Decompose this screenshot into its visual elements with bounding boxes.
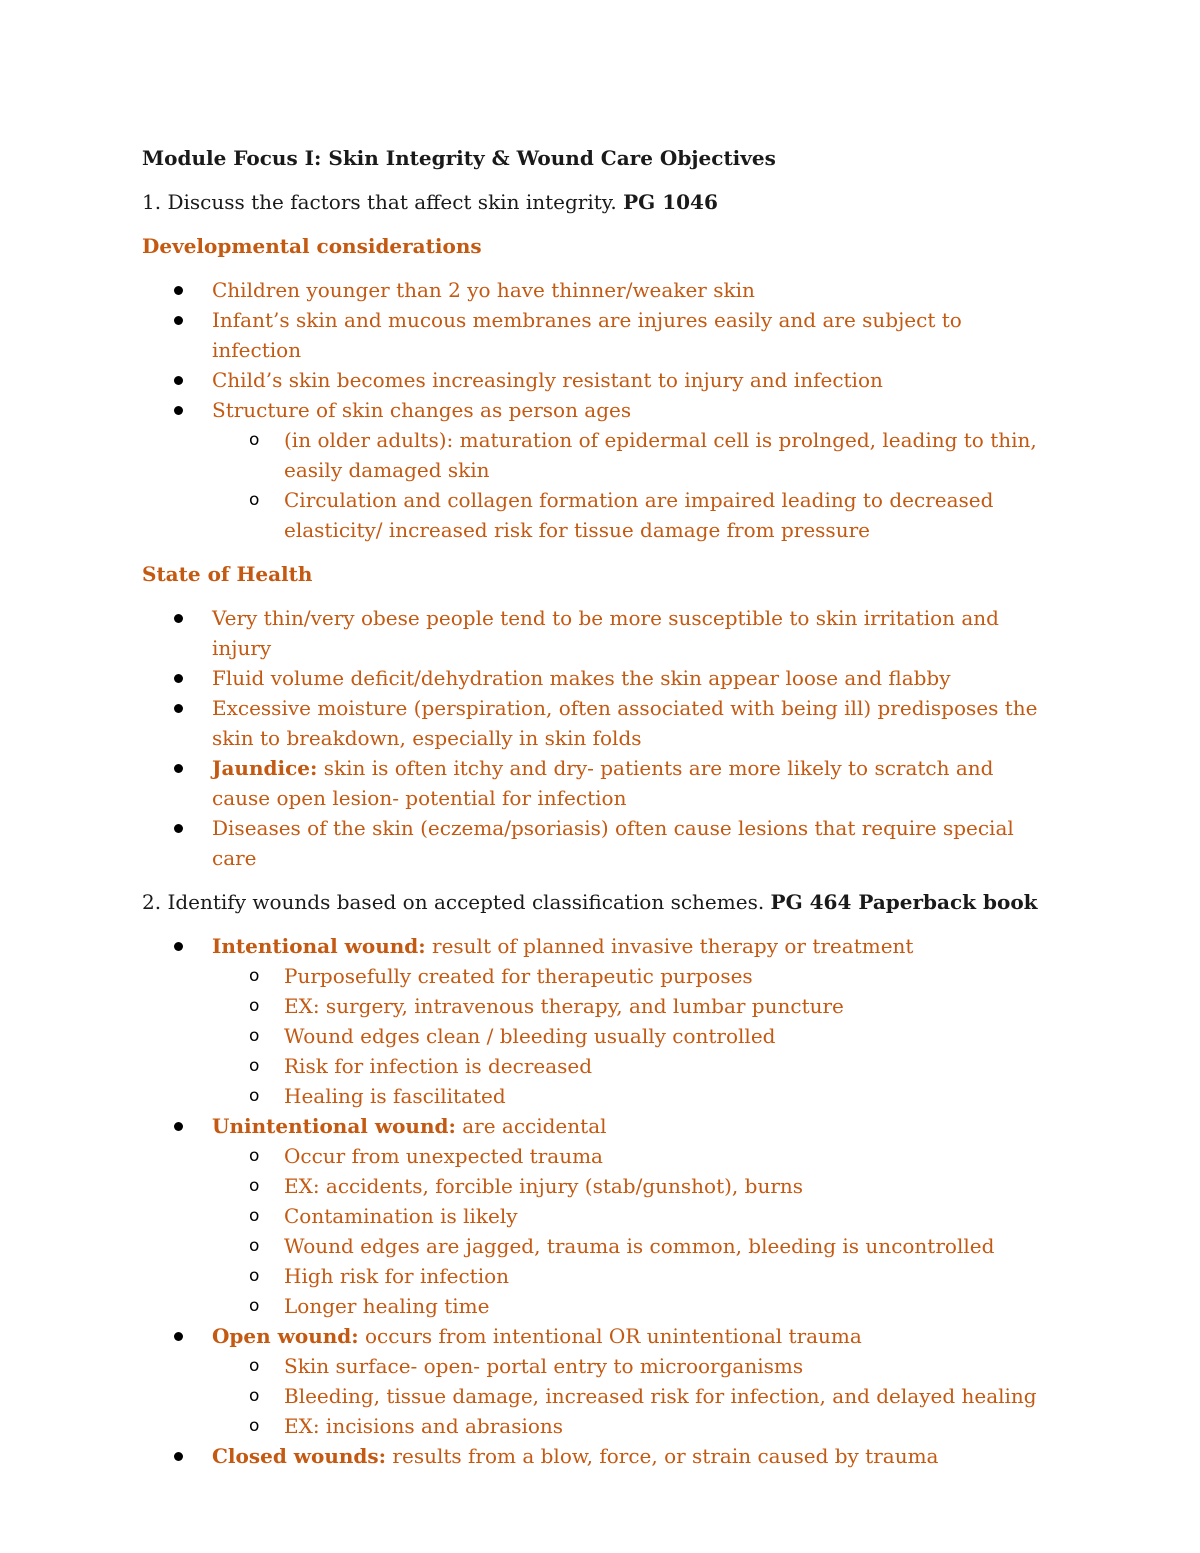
developmental-list bbox=[142, 275, 1050, 545]
sub-list-item bbox=[212, 1051, 1050, 1081]
list-item bbox=[142, 275, 1050, 305]
sub-list-item-text: Contamination is likely bbox=[284, 1204, 518, 1228]
list-item-text: Children younger than 2 yo have thinner/weaker skin bbox=[212, 278, 755, 302]
circle-bullet-icon: o bbox=[249, 430, 260, 450]
sub-list-item-text: Wound edges clean / bleeding usually controlled bbox=[284, 1024, 776, 1048]
objective-2-ref: PG 464 Paperback book bbox=[770, 890, 1038, 914]
objective-2-text: 2. Identify wounds based on accepted classification schemes. bbox=[142, 890, 771, 914]
bullet-icon bbox=[174, 824, 183, 833]
sub-list-item bbox=[212, 1351, 1050, 1381]
objective-2 bbox=[142, 887, 1050, 917]
bullet-icon bbox=[174, 704, 183, 713]
list-item bbox=[142, 753, 1050, 813]
list-item-text: Fluid volume deficit/dehydration makes the skin appear loose and flabby bbox=[212, 666, 951, 690]
list-item-unintentional bbox=[142, 1111, 1050, 1321]
circle-bullet-icon: o bbox=[249, 996, 260, 1016]
list-item bbox=[142, 663, 1050, 693]
list-item bbox=[142, 813, 1050, 873]
sub-list-item-text: Circulation and collagen formation are impaired leading to decreased elasticity/ increased risk for tissue damage from pressure bbox=[284, 488, 994, 542]
jaundice-lead: Jaundice: bbox=[212, 756, 318, 780]
circle-bullet-icon: o bbox=[249, 490, 260, 510]
wound-types-list bbox=[142, 931, 1050, 1471]
sub-list-item bbox=[212, 1231, 1050, 1261]
circle-bullet-icon: o bbox=[249, 1176, 260, 1196]
sub-list-item-text: Bleeding, tissue damage, increased risk for infection, and delayed healing bbox=[284, 1384, 1037, 1408]
list-item-closed bbox=[142, 1441, 1050, 1471]
bullet-icon bbox=[174, 406, 183, 415]
intentional-lead: Intentional wound: bbox=[212, 934, 426, 958]
bullet-icon bbox=[174, 614, 183, 623]
sub-list-item bbox=[212, 425, 1050, 485]
list-item-text: Diseases of the skin (eczema/psoriasis) often cause lesions that require special care bbox=[212, 816, 1014, 870]
health-list bbox=[142, 603, 1050, 873]
open-lead: Open wound: bbox=[212, 1324, 359, 1348]
sub-list-item bbox=[212, 1261, 1050, 1291]
list-item-text: occurs from intentional OR unintentional trauma bbox=[358, 1324, 862, 1348]
sub-list-item-text: EX: accidents, forcible injury (stab/gunshot), burns bbox=[284, 1174, 804, 1198]
document-title: Module Focus I: Skin Integrity & Wound Care Objectives bbox=[142, 146, 776, 170]
bullet-icon bbox=[174, 316, 183, 325]
circle-bullet-icon: o bbox=[249, 1356, 260, 1376]
list-item-text: Infant’s skin and mucous membranes are injures easily and are subject to infection bbox=[212, 308, 962, 362]
sub-list bbox=[212, 1351, 1050, 1441]
circle-bullet-icon: o bbox=[249, 1266, 260, 1286]
health-heading: State of Health bbox=[142, 562, 313, 586]
sub-list-item bbox=[212, 991, 1050, 1021]
circle-bullet-icon: o bbox=[249, 1206, 260, 1226]
bullet-icon bbox=[174, 1452, 183, 1461]
list-item-text: Structure of skin changes as person ages bbox=[212, 398, 632, 422]
sub-list bbox=[212, 961, 1050, 1111]
list-item-text: result of planned invasive therapy or treatment bbox=[425, 934, 914, 958]
list-item-text: are accidental bbox=[455, 1114, 607, 1138]
sub-list-item-text: Occur from unexpected trauma bbox=[284, 1144, 603, 1168]
list-item-open bbox=[142, 1321, 1050, 1441]
bullet-icon bbox=[174, 1122, 183, 1131]
bullet-icon bbox=[174, 376, 183, 385]
sub-list-item-text: EX: surgery, intravenous therapy, and lumbar puncture bbox=[284, 994, 844, 1018]
list-item-text: Excessive moisture (perspiration, often associated with being ill) predisposes the skin to breakdown, especially in skin folds bbox=[212, 696, 1038, 750]
list-item bbox=[142, 693, 1050, 753]
sub-list-item bbox=[212, 1021, 1050, 1051]
sub-list-item-text: EX: incisions and abrasions bbox=[284, 1414, 564, 1438]
sub-list-item-text: Wound edges are jagged, trauma is common, bleeding is uncontrolled bbox=[284, 1234, 995, 1258]
sub-list-item-text: (in older adults): maturation of epidermal cell is prolnged, leading to thin, easily damaged skin bbox=[284, 428, 1037, 482]
circle-bullet-icon: o bbox=[249, 1296, 260, 1316]
bullet-icon bbox=[174, 1332, 183, 1341]
sub-list bbox=[212, 1141, 1050, 1321]
sub-list-item-text: Risk for infection is decreased bbox=[284, 1054, 593, 1078]
circle-bullet-icon: o bbox=[249, 966, 260, 986]
sub-list-item bbox=[212, 1411, 1050, 1441]
sub-list-item bbox=[212, 1171, 1050, 1201]
sub-list-item-text: High risk for infection bbox=[284, 1264, 510, 1288]
developmental-heading: Developmental considerations bbox=[142, 234, 482, 258]
list-item bbox=[142, 603, 1050, 663]
sub-list-item bbox=[212, 1081, 1050, 1111]
list-item bbox=[142, 305, 1050, 365]
sub-list-item-text: Purposefully created for therapeutic purposes bbox=[284, 964, 753, 988]
list-item-text: Very thin/very obese people tend to be more susceptible to skin irritation and injury bbox=[212, 606, 999, 660]
objective-1-text: 1. Discuss the factors that affect skin integrity. bbox=[142, 190, 624, 214]
sub-list bbox=[212, 425, 1050, 545]
objective-1 bbox=[142, 187, 1050, 217]
objective-1-ref: PG 1046 bbox=[623, 190, 718, 214]
circle-bullet-icon: o bbox=[249, 1146, 260, 1166]
list-item-intentional bbox=[142, 931, 1050, 1111]
sub-list-item bbox=[212, 1291, 1050, 1321]
sub-list-item-text: Longer healing time bbox=[284, 1294, 490, 1318]
bullet-icon bbox=[174, 674, 183, 683]
circle-bullet-icon: o bbox=[249, 1386, 260, 1406]
sub-list-item bbox=[212, 485, 1050, 545]
sub-list-item bbox=[212, 961, 1050, 991]
sub-list-item bbox=[212, 1381, 1050, 1411]
bullet-icon bbox=[174, 286, 183, 295]
sub-list-item-text: Skin surface- open- portal entry to microorganisms bbox=[284, 1354, 804, 1378]
circle-bullet-icon: o bbox=[249, 1026, 260, 1046]
list-item-text: Child’s skin becomes increasingly resistant to injury and infection bbox=[212, 368, 883, 392]
sub-list-item-text: Healing is fascilitated bbox=[284, 1084, 506, 1108]
closed-lead: Closed wounds: bbox=[212, 1444, 387, 1468]
bullet-icon bbox=[174, 764, 183, 773]
list-item-text: skin is often itchy and dry- patients are more likely to scratch and cause open lesion- potential for infection bbox=[212, 756, 994, 810]
circle-bullet-icon: o bbox=[249, 1086, 260, 1106]
list-item bbox=[142, 395, 1050, 545]
list-item-text: results from a blow, force, or strain caused by trauma bbox=[386, 1444, 939, 1468]
bullet-icon bbox=[174, 942, 183, 951]
list-item bbox=[142, 365, 1050, 395]
circle-bullet-icon: o bbox=[249, 1056, 260, 1076]
sub-list-item bbox=[212, 1201, 1050, 1231]
circle-bullet-icon: o bbox=[249, 1416, 260, 1436]
circle-bullet-icon: o bbox=[249, 1236, 260, 1256]
unintentional-lead: Unintentional wound: bbox=[212, 1114, 456, 1138]
sub-list-item bbox=[212, 1141, 1050, 1171]
